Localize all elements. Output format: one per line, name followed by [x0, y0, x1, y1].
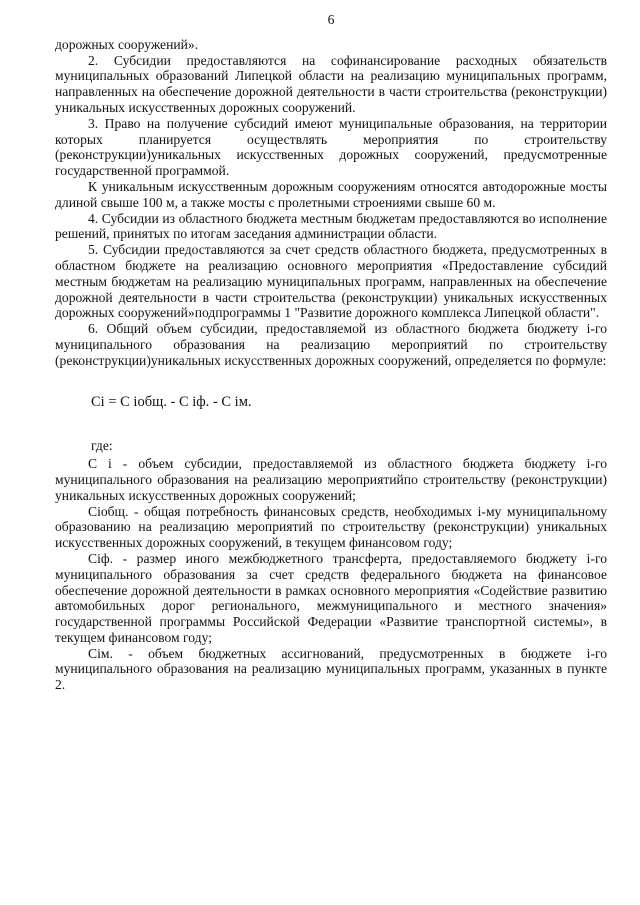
paragraph-continuation: дорожных сооружений».: [55, 36, 199, 52]
page-number: 6: [327, 12, 335, 27]
paragraph-4: 4. Субсидии из областного бюджета местным бюджетам предоставляются во исполнение решений, принятых по итогам заседания администрации области.: [55, 210, 607, 242]
definition-ci-municipal: Сiм. - объем бюджетных ассигнований, предусмотренных в бюджете i-го муниципального образования на реализацию муниципальных программ, указанных в пункте 2.: [55, 645, 607, 693]
where-label: где:: [91, 438, 113, 454]
paragraph-5: 5. Субсидии предоставляются за счет средств областного бюджета, предусмотренных в областном бюджете на реализацию основного мероприятия «Предоставление субсидий местным бюджетам на реализацию муниципальных программ, направленных на обеспечение дорожной деятельности в части строительства (реконструкции) уникальных искусственных дорожных сооружений»подпрограммы 1 "Развитие дорожного комплекса Липецкой области".: [55, 242, 607, 321]
definition-ci-total: Сiобщ. - общая потребность финансовых средств, необходимых i-му муниципальному образованию на реализацию мероприятий по строительству (реконструкции) уникальных искусственных дорожных сооружений, в текущем финансовом году;: [55, 503, 607, 551]
paragraph-3: 3. Право на получение субсидий имеют муниципальные образования, на территории которых планируется осуществлять мероприятия по строительству (реконструкции)уникальных искусственных дорожных сооружений, предусмотренные государственной программой.: [55, 115, 607, 179]
definition-ci: С i - объем субсидии, предоставляемой из областного бюджета бюджету i-го муниципального образования на реализацию мероприятийпо строительству (реконструкции) уникальных искусственных дорожных сооружений;: [55, 456, 607, 503]
definition-ci-federal: Сiф. - размер иного межбюджетного трансферта, предоставляемого бюджету i-го муниципального образования за счет средств федерального бюджета на финансовое обеспечение дорожной деятельности в рамках основного мероприятия «Содействие развитию автомобильных дорог регионального, межмуниципального и местного значения» государственной программы Российской Федерации «Развитие транспортной системы», в текущем финансовом году;: [55, 550, 607, 645]
paragraph-unique-structures: К уникальным искусственным дорожным сооружениям относятся автодорожные мосты длиной свыше 100 м, а также мосты с пролетными строениями свыше 60 м.: [55, 178, 607, 210]
paragraph-6: 6. Общий объем субсидии, предоставляемой из областного бюджета бюджету i-го муниципального образования на реализацию мероприятий по строительству (реконструкции)уникальных искусственных дорожных сооружений, определяется по формуле:: [55, 321, 607, 368]
paragraph-2: 2. Субсидии предоставляются на софинансирование расходных обязательств муниципальных образований Липецкой области на реализацию муниципальных программ, направленных на обеспечение дорожной деятельности в части строительства (реконструкции) уникальных искусственных дорожных сооружений.: [55, 52, 607, 115]
subsidy-formula: Ci = С iобщ. - С iф. - С iм.: [91, 393, 252, 410]
